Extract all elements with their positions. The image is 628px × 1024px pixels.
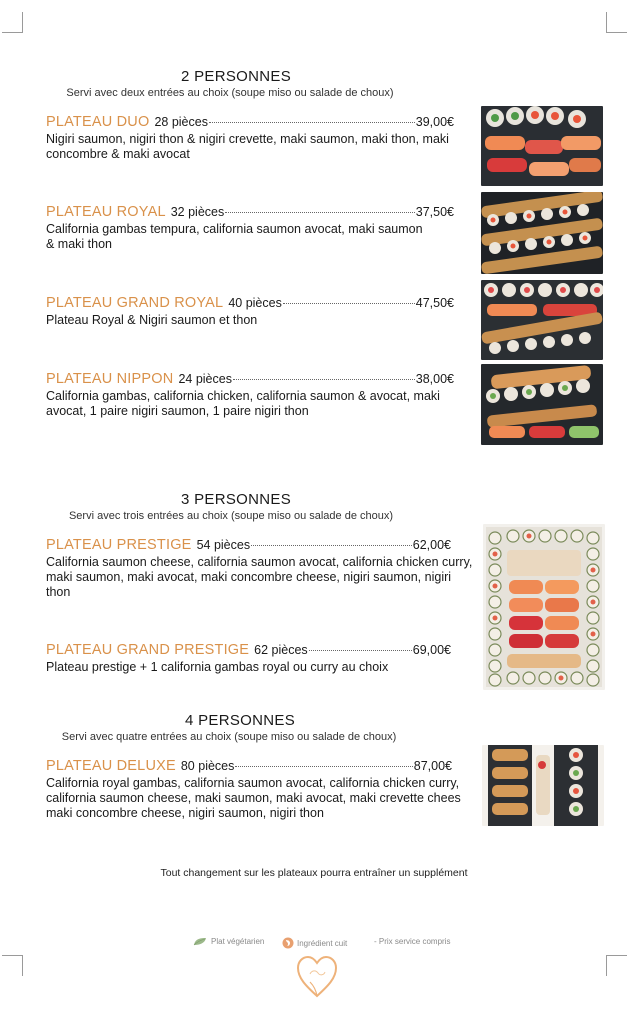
section-title-3-personnes: 3 PERSONNES: [181, 491, 291, 508]
item-name: PLATEAU ROYAL: [46, 204, 166, 220]
menu-item-plateau-deluxe: [46, 758, 461, 821]
photo-plateau-grand-royal: [481, 280, 603, 360]
legend-vegetarian-label: Plat végétarien: [211, 937, 265, 946]
item-count: 32 pièces: [170, 205, 225, 219]
crop-mark-top-left: [2, 12, 23, 33]
dotted-leader: [283, 303, 415, 304]
item-count: 28 pièces: [154, 115, 208, 129]
item-description: California royal gambas, california saumon avocat, california chicken curry, california saumon cheese, maki saumon, maki avocat, maki crevette chees maki concombre cheese, nigiri saumon, nigiri thon: [46, 776, 461, 820]
dotted-leader: [209, 122, 415, 123]
sushi-platter-image: [483, 524, 605, 690]
heart-logo-icon: [294, 952, 340, 1000]
section-title-4-personnes: 4 PERSONNES: [185, 712, 295, 729]
item-description: California saumon cheese, california saumon avocat, california chicken curry, maki saumon, maki avocat, maki concombre cheese, nigiri saumon, nigiri thon: [46, 555, 473, 599]
item-price: 62,00€: [412, 538, 451, 552]
item-price: 87,00€: [413, 759, 452, 773]
dotted-leader: [235, 766, 412, 767]
item-price: 37,50€: [415, 205, 454, 219]
item-count: 62 pièces: [254, 643, 308, 657]
section-title-2-personnes: 2 PERSONNES: [181, 68, 291, 85]
item-count: 40 pièces: [228, 296, 282, 310]
menu-item-plateau-nippon: [46, 371, 454, 419]
legend-cooked-label: Ingrédient cuit: [297, 938, 348, 948]
section-subtitle-2-personnes: Servi avec deux entrées au choix (soupe miso ou salade de choux): [66, 87, 394, 99]
photo-plateau-royal: [481, 192, 603, 274]
menu-item-plateau-grand-prestige: [46, 642, 451, 675]
item-description: Nigiri saumon, nigiri thon & nigiri crevette, maki saumon, maki thon, maki concombre & maki avocat: [46, 132, 449, 161]
legend-price: [374, 937, 450, 946]
photo-plateau-prestige: [483, 524, 605, 690]
photo-plateau-deluxe: [482, 745, 604, 826]
leaf-icon: [193, 937, 207, 946]
dotted-leader: [309, 650, 412, 651]
item-price: 38,00€: [415, 372, 454, 386]
sushi-platter-image: [481, 364, 603, 445]
sushi-platter-image: [481, 280, 603, 360]
item-count: 24 pièces: [178, 372, 232, 386]
dotted-leader: [233, 379, 415, 380]
item-description: California gambas, california chicken, california saumon & avocat, maki avocat, 1 paire nigiri saumon, 1 paire nigiri thon: [46, 389, 440, 418]
legend-price-label: - Prix service compris: [374, 937, 451, 946]
photo-plateau-nippon: [481, 364, 603, 445]
dotted-leader: [225, 212, 415, 213]
sushi-platter-image: [481, 106, 603, 186]
menu-item-plateau-prestige: [46, 537, 473, 600]
menu-item-plateau-duo: [46, 114, 454, 162]
item-price: 69,00€: [412, 643, 451, 657]
menu-item-plateau-grand-royal: [46, 295, 454, 328]
item-price: 47,50€: [415, 296, 454, 310]
item-description: California gambas tempura, california saumon avocat, maki saumon & maki thon: [46, 222, 423, 251]
item-count: 80 pièces: [180, 759, 235, 773]
section-subtitle-3-personnes: Servi avec trois entrées au choix (soupe miso ou salade de choux): [68, 510, 394, 522]
item-name: PLATEAU DELUXE: [46, 758, 176, 774]
crop-mark-bottom-right: [606, 955, 627, 976]
sushi-platter-image: [481, 192, 603, 274]
item-description: Plateau prestige + 1 california gambas royal ou curry au choix: [46, 660, 389, 674]
crop-mark-bottom-left: [2, 955, 23, 976]
legend-vegetarian: [193, 937, 264, 946]
item-name: PLATEAU NIPPON: [46, 371, 174, 387]
photo-plateau-duo: [481, 106, 603, 186]
legend-cooked: [282, 937, 347, 949]
item-name: PLATEAU DUO: [46, 114, 150, 130]
menu-item-plateau-royal: [46, 204, 454, 252]
item-name: PLATEAU PRESTIGE: [46, 537, 192, 553]
item-name: PLATEAU GRAND PRESTIGE: [46, 642, 250, 658]
cooked-ingredient-icon: [282, 937, 294, 949]
crop-mark-top-right: [606, 12, 627, 33]
item-price: 39,00€: [415, 115, 454, 129]
section-subtitle-4-personnes: Servi avec quatre entrées au choix (soupe miso ou salade de choux): [61, 731, 397, 743]
dotted-leader: [251, 545, 412, 546]
item-description: Plateau Royal & Nigiri saumon et thon: [46, 313, 258, 327]
sushi-platter-image: [482, 745, 604, 826]
item-count: 54 pièces: [196, 538, 251, 552]
footer-notice: Tout changement sur les plateaux pourra entraîner un supplément: [160, 867, 468, 879]
item-name: PLATEAU GRAND ROYAL: [46, 295, 224, 311]
